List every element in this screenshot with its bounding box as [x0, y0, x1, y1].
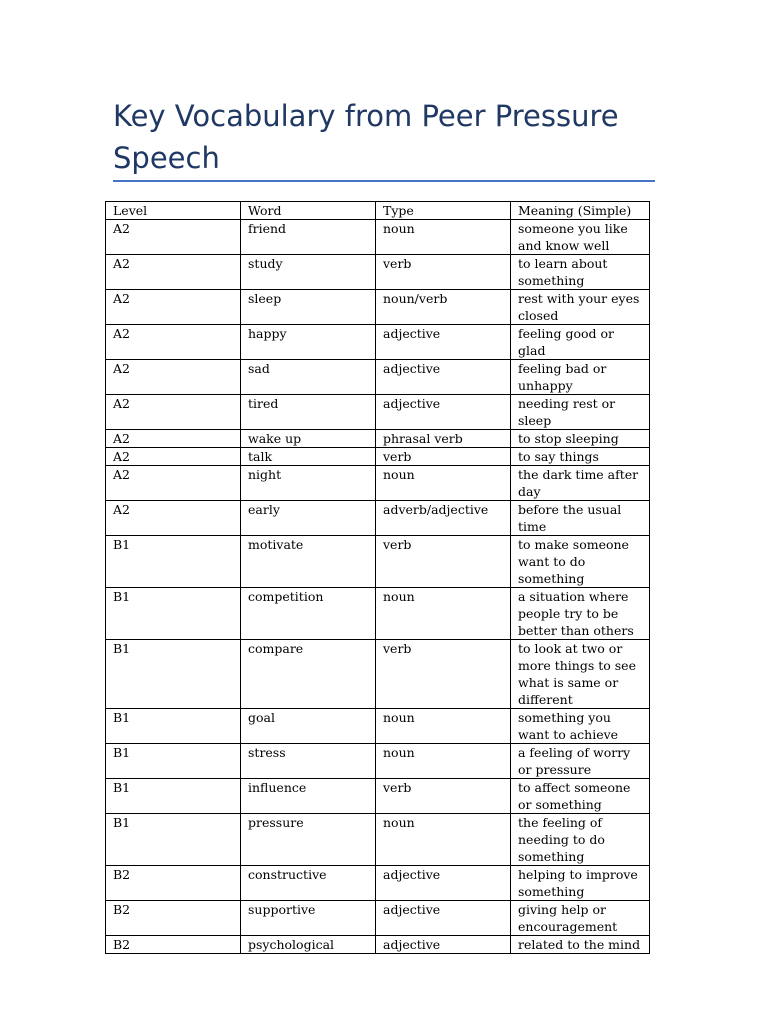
word-cell: friend	[241, 220, 376, 255]
header-type: Type	[376, 202, 511, 220]
type-cell: adjective	[376, 360, 511, 395]
table-row	[106, 466, 650, 501]
meaning-cell: to learn about something	[511, 255, 650, 290]
table-row	[106, 901, 650, 936]
meaning-cell: to stop sleeping	[511, 430, 650, 448]
type-cell: adjective	[376, 936, 511, 954]
header-meaning: Meaning (Simple)	[511, 202, 650, 220]
word-cell: motivate	[241, 536, 376, 588]
meaning-cell: to affect someone or something	[511, 779, 650, 814]
type-cell: noun	[376, 220, 511, 255]
word-cell: psychological	[241, 936, 376, 954]
type-cell: noun	[376, 466, 511, 501]
table-row	[106, 779, 650, 814]
type-cell: verb	[376, 779, 511, 814]
table-row	[106, 588, 650, 640]
type-cell: verb	[376, 448, 511, 466]
type-cell: verb	[376, 640, 511, 709]
table-row	[106, 448, 650, 466]
level-cell: A2	[106, 255, 241, 290]
table-header	[106, 202, 650, 220]
word-cell: talk	[241, 448, 376, 466]
word-cell: compare	[241, 640, 376, 709]
type-cell: adverb/adjective	[376, 501, 511, 536]
type-cell: adjective	[376, 325, 511, 360]
meaning-cell: the feeling of needing to do something	[511, 814, 650, 866]
table-row	[106, 325, 650, 360]
type-cell: adjective	[376, 901, 511, 936]
type-cell: phrasal verb	[376, 430, 511, 448]
table-row	[106, 814, 650, 866]
meaning-cell: someone you like and know well	[511, 220, 650, 255]
word-cell: tired	[241, 395, 376, 430]
type-cell: noun	[376, 744, 511, 779]
title-underline	[113, 180, 655, 182]
table-row	[106, 501, 650, 536]
level-cell: A2	[106, 395, 241, 430]
level-cell: B2	[106, 866, 241, 901]
header-word: Word	[241, 202, 376, 220]
header-level: Level	[106, 202, 241, 220]
table-row	[106, 395, 650, 430]
table-body	[106, 220, 650, 954]
meaning-cell: the dark time after day	[511, 466, 650, 501]
meaning-cell: a situation where people try to be better than others	[511, 588, 650, 640]
word-cell: sleep	[241, 290, 376, 325]
word-cell: happy	[241, 325, 376, 360]
table-row	[106, 709, 650, 744]
meaning-cell: feeling bad or unhappy	[511, 360, 650, 395]
meaning-cell: before the usual time	[511, 501, 650, 536]
word-cell: stress	[241, 744, 376, 779]
word-cell: early	[241, 501, 376, 536]
word-cell: night	[241, 466, 376, 501]
meaning-cell: something you want to achieve	[511, 709, 650, 744]
level-cell: A2	[106, 220, 241, 255]
meaning-cell: to say things	[511, 448, 650, 466]
level-cell: B1	[106, 536, 241, 588]
meaning-cell: to make someone want to do something	[511, 536, 650, 588]
meaning-cell: feeling good or glad	[511, 325, 650, 360]
type-cell: verb	[376, 255, 511, 290]
meaning-cell: needing rest or sleep	[511, 395, 650, 430]
level-cell: B1	[106, 588, 241, 640]
level-cell: B1	[106, 814, 241, 866]
meaning-cell: a feeling of worry or pressure	[511, 744, 650, 779]
table-row	[106, 220, 650, 255]
level-cell: B1	[106, 779, 241, 814]
level-cell: A2	[106, 501, 241, 536]
table-row	[106, 536, 650, 588]
level-cell: A2	[106, 466, 241, 501]
level-cell: A2	[106, 360, 241, 395]
meaning-cell: giving help or encouragement	[511, 901, 650, 936]
table-row	[106, 866, 650, 901]
word-cell: wake up	[241, 430, 376, 448]
table-row	[106, 290, 650, 325]
level-cell: B1	[106, 709, 241, 744]
table-row	[106, 255, 650, 290]
word-cell: supportive	[241, 901, 376, 936]
type-cell: noun	[376, 814, 511, 866]
meaning-cell: helping to improve something	[511, 866, 650, 901]
table-row	[106, 360, 650, 395]
table-row	[106, 430, 650, 448]
meaning-cell: to look at two or more things to see what is same or different	[511, 640, 650, 709]
vocabulary-table	[105, 201, 650, 954]
word-cell: goal	[241, 709, 376, 744]
level-cell: A2	[106, 290, 241, 325]
table-row	[106, 936, 650, 954]
table-row	[106, 640, 650, 709]
word-cell: constructive	[241, 866, 376, 901]
meaning-cell: related to the mind	[511, 936, 650, 954]
document-title: Key Vocabulary from Peer Pressure Speech	[113, 99, 619, 175]
level-cell: B1	[106, 744, 241, 779]
level-cell: A2	[106, 325, 241, 360]
word-cell: pressure	[241, 814, 376, 866]
type-cell: adjective	[376, 395, 511, 430]
meaning-cell: rest with your eyes closed	[511, 290, 650, 325]
level-cell: B1	[106, 640, 241, 709]
level-cell: A2	[106, 430, 241, 448]
table-row	[106, 744, 650, 779]
word-cell: sad	[241, 360, 376, 395]
word-cell: influence	[241, 779, 376, 814]
level-cell: B2	[106, 901, 241, 936]
type-cell: adjective	[376, 866, 511, 901]
header-row	[106, 202, 650, 220]
word-cell: competition	[241, 588, 376, 640]
type-cell: noun	[376, 588, 511, 640]
type-cell: verb	[376, 536, 511, 588]
level-cell: B2	[106, 936, 241, 954]
type-cell: noun/verb	[376, 290, 511, 325]
type-cell: noun	[376, 709, 511, 744]
word-cell: study	[241, 255, 376, 290]
level-cell: A2	[106, 448, 241, 466]
